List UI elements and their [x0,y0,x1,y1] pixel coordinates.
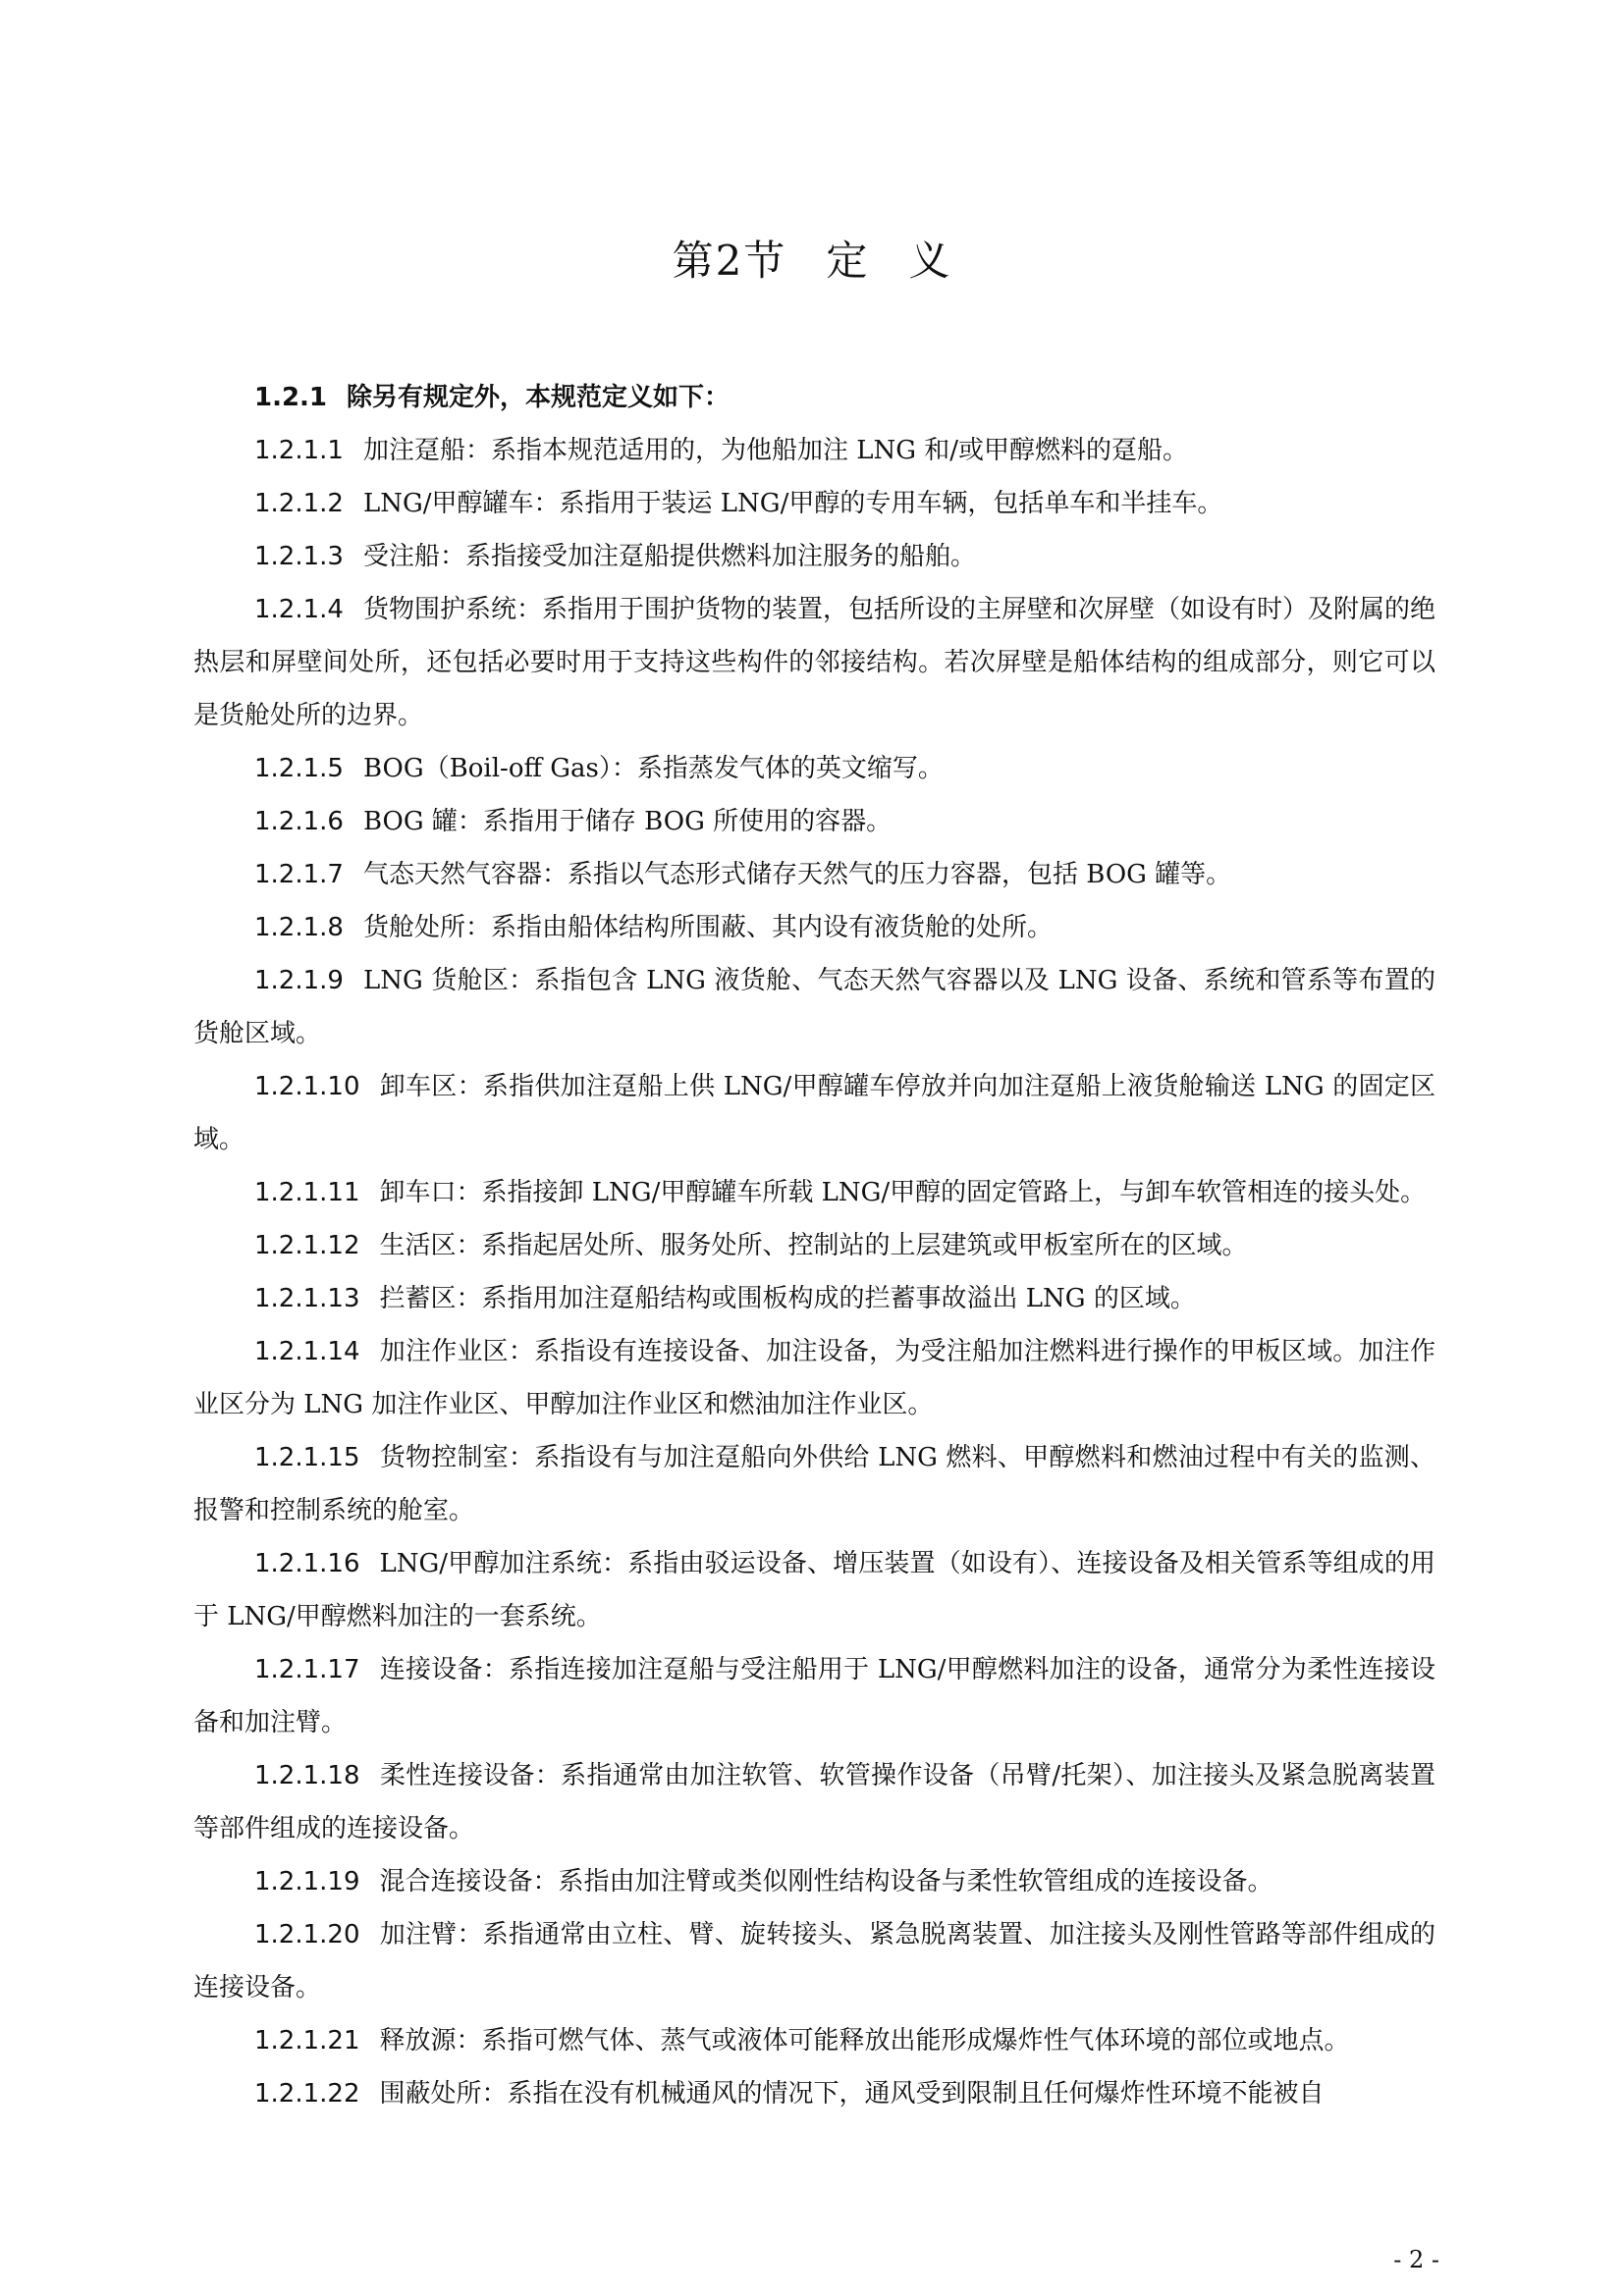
section-title-number: 第2节 [672,237,787,285]
clause-text: LNG/甲醇加注系统：系指由驳运设备、增压装置（如设有）、连接设备及相关管系等组成的用于 LNG/甲醇燃料加注的一套系统。 [193,1549,1435,1631]
clause-text: 卸车口：系指接卸 LNG/甲醇罐车所载 LNG/甲醇的固定管路上，与卸车软管相连的接头处。 [379,1178,1427,1207]
clause-text: 拦蓄区：系指用加注趸船结构或围板构成的拦蓄事故溢出 LNG 的区域。 [379,1284,1196,1313]
clause-text: 货舱处所：系指由船体结构所围蔽、其内设有液货舱的处所。 [362,913,1053,942]
clause-text: 卸车区：系指供加注趸船上供 LNG/甲醇罐车停放并向加注趸船上液货舱输送 LNG 的固定区域。 [193,1072,1435,1154]
definition-paragraph [193,530,1435,583]
clause-text: LNG/甲醇罐车：系指用于装运 LNG/甲醇的专用车辆，包括单车和半挂车。 [362,489,1223,518]
clause-number: 1.2.1.18 [254,1761,360,1790]
clause-text: 加注臂：系指通常由立柱、臂、旋转接头、紧急脱离装置、加注接头及刚性管路等部件组成的连接设备。 [193,1920,1435,2002]
clause-number: 1.2.1.4 [254,595,344,624]
section-title-word-2: 义 [908,237,952,285]
clause-number: 1.2.1.13 [254,1284,360,1313]
clause-number: 1.2.1.5 [254,754,344,783]
clause-number: 1.2.1.16 [254,1549,360,1578]
section-title [0,232,1624,291]
definition-paragraph [193,1749,1435,1855]
clause-number: 1.2.1.10 [254,1072,360,1101]
clause-text: 货物控制室：系指设有与加注趸船向外供给 LNG 燃料、甲醇燃料和燃油过程中有关的监测、报警和控制系统的舱室。 [193,1443,1435,1525]
clause-number: 1.2.1.3 [254,542,344,571]
definition-paragraph [193,2067,1435,2120]
clause-text: 除另有规定外，本规范定义如下： [347,383,731,412]
definition-paragraph [193,1431,1435,1537]
page-number: - 2 - [1393,2246,1439,2273]
definition-paragraph [193,1537,1435,1643]
clause-number: 1.2.1.15 [254,1443,360,1472]
intro-paragraph [193,371,1435,424]
definition-paragraph [193,1908,1435,2014]
definition-paragraph [193,1166,1435,1219]
clause-text: 加注趸船：系指本规范适用的，为他船加注 LNG 和/或甲醇燃料的趸船。 [362,436,1189,465]
clause-number: 1.2.1.6 [254,807,344,836]
definition-list [193,424,1435,2120]
definition-paragraph [193,1060,1435,1166]
clause-text: 释放源：系指可燃气体、蒸气或液体可能释放出能形成爆炸性气体环境的部位或地点。 [379,2026,1350,2056]
clause-number: 1.2.1.20 [254,1920,360,1949]
definition-paragraph [193,424,1435,477]
clause-text: BOG 罐：系指用于储存 BOG 所使用的容器。 [362,807,893,836]
clause-text: 气态天然气容器：系指以气态形式储存天然气的压力容器，包括 BOG 罐等。 [362,860,1232,889]
clause-number: 1.2.1.19 [254,1867,360,1896]
definition-paragraph [193,1219,1435,1272]
clause-text: 生活区：系指起居处所、服务处所、控制站的上层建筑或甲板室所在的区域。 [379,1231,1248,1260]
definition-paragraph [193,1272,1435,1325]
clause-text: 连接设备：系指连接加注趸船与受注船用于 LNG/甲醇燃料加注的设备，通常分为柔性连接设备和加注臂。 [193,1655,1435,1737]
definitions-body [193,371,1435,2120]
clause-text: 受注船：系指接受加注趸船提供燃料加注服务的船舶。 [362,542,976,571]
definition-paragraph [193,848,1435,901]
clause-text: 货物围护系统：系指用于围护货物的装置，包括所设的主屏壁和次屏壁（如设有时）及附属的绝热层和屏壁间处所，还包括必要时用于支持这些构件的邻接结构。若次屏壁是船体结构的组成部分，则它可以是货舱处所的边界。 [193,595,1435,730]
clause-number: 1.2.1.11 [254,1178,360,1207]
definition-paragraph [193,1855,1435,1908]
clause-text: LNG 货舱区：系指包含 LNG 液货舱、气态天然气容器以及 LNG 设备、系统和管系等布置的货舱区域。 [193,966,1435,1048]
clause-number: 1.2.1.7 [254,860,344,889]
clause-number: 1.2.1.9 [254,966,344,995]
clause-number: 1.2.1 [254,383,328,412]
clause-text: BOG（Boil-off Gas）：系指蒸发气体的英文缩写。 [362,754,944,783]
clause-number: 1.2.1.8 [254,913,344,942]
clause-number: 1.2.1.17 [254,1655,360,1684]
clause-text: 混合连接设备：系指由加注臂或类似刚性结构设备与柔性软管组成的连接设备。 [379,1867,1273,1896]
clause-text: 加注作业区：系指设有连接设备、加注设备，为受注船加注燃料进行操作的甲板区域。加注作业区分为 LNG 加注作业区、甲醇加注作业区和燃油加注作业区。 [193,1337,1435,1419]
clause-number: 1.2.1.1 [254,436,344,465]
clause-number: 1.2.1.14 [254,1337,360,1366]
clause-number: 1.2.1.22 [254,2079,360,2109]
clause-number: 1.2.1.12 [254,1231,360,1260]
definition-paragraph [193,2014,1435,2067]
definition-paragraph [193,954,1435,1060]
definition-paragraph [193,583,1435,742]
clause-text: 柔性连接设备：系指通常由加注软管、软管操作设备（吊臂/托架）、加注接头及紧急脱离装置等部件组成的连接设备。 [193,1761,1435,1843]
definition-paragraph [193,477,1435,530]
definition-paragraph [193,795,1435,848]
clause-text: 围蔽处所：系指在没有机械通风的情况下，通风受到限制且任何爆炸性环境不能被自 [379,2079,1325,2109]
clause-number: 1.2.1.2 [254,489,344,518]
clause-number: 1.2.1.21 [254,2026,360,2056]
definition-paragraph [193,901,1435,954]
definition-paragraph [193,1325,1435,1431]
section-title-word-1: 定 [826,237,870,285]
definition-paragraph [193,1643,1435,1749]
definition-paragraph [193,742,1435,795]
